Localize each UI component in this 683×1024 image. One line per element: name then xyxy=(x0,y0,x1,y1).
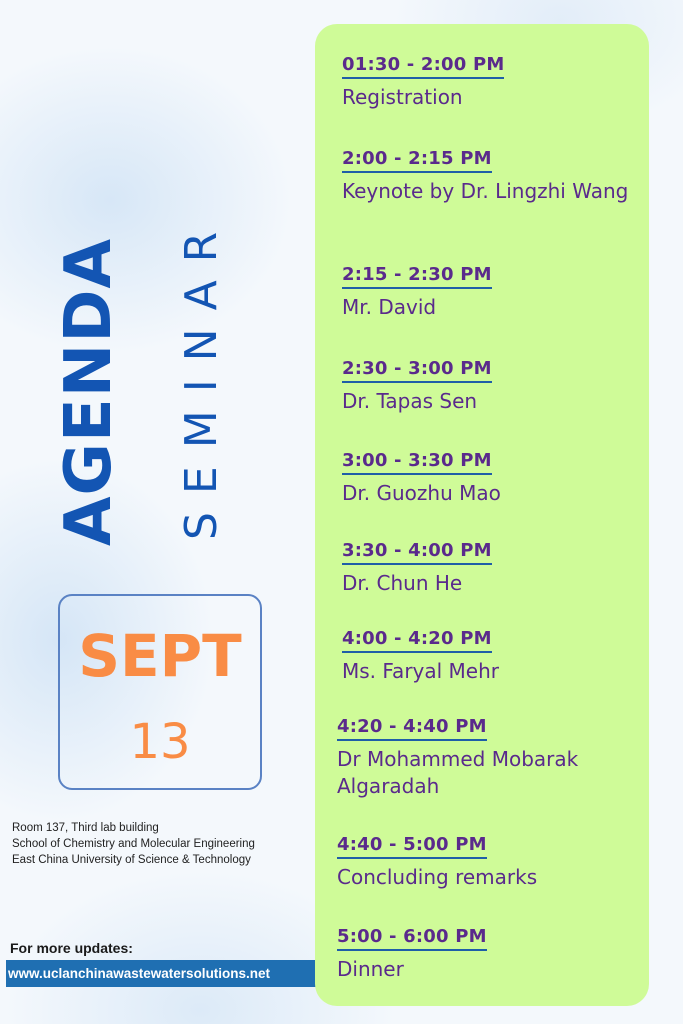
updates-label: For more updates: xyxy=(10,940,133,956)
agenda-time: 3:00 - 3:30 PM xyxy=(342,450,492,475)
agenda-item: Keynote by Dr. Lingzhi Wang xyxy=(342,179,629,203)
agenda-item: Registration xyxy=(342,85,463,109)
agenda-row xyxy=(342,358,639,415)
agenda-time: 4:00 - 4:20 PM xyxy=(342,628,492,653)
agenda-row xyxy=(342,628,639,685)
agenda-panel xyxy=(315,24,649,1006)
agenda-time: 2:15 - 2:30 PM xyxy=(342,264,492,289)
venue-line: Room 137, Third lab building xyxy=(12,822,159,834)
agenda-row xyxy=(342,148,639,205)
agenda-row xyxy=(342,540,639,597)
date-box xyxy=(58,594,262,790)
agenda-row xyxy=(337,716,639,800)
agenda-item: Dr. Chun He xyxy=(342,571,463,595)
agenda-item: Concluding remarks xyxy=(337,865,538,889)
agenda-time: 2:30 - 3:00 PM xyxy=(342,358,492,383)
agenda-item: Dr. Guozhu Mao xyxy=(342,481,501,505)
agenda-item: Mr. David xyxy=(342,295,437,319)
agenda-item: Ms. Faryal Mehr xyxy=(342,659,500,683)
agenda-title: AGENDA xyxy=(52,238,126,546)
website-link[interactable]: www.uclanchinawastewatersolutions.net xyxy=(6,960,326,987)
agenda-time: 01:30 - 2:00 PM xyxy=(342,54,504,79)
date-day: 13 xyxy=(129,714,191,770)
agenda-item: Dinner xyxy=(337,957,404,981)
venue-line: School of Chemistry and Molecular Engineering xyxy=(12,838,255,850)
agenda-time: 5:00 - 6:00 PM xyxy=(337,926,487,951)
agenda-row xyxy=(342,54,639,111)
agenda-item: Dr Mohammed Mobarak Algaradah xyxy=(337,747,579,798)
seminar-subtitle: SEMINAR xyxy=(176,213,227,540)
agenda-time: 3:30 - 4:00 PM xyxy=(342,540,492,565)
venue-line: East China University of Science & Technology xyxy=(12,854,251,866)
venue-address xyxy=(12,820,255,868)
agenda-row xyxy=(342,450,639,507)
agenda-row xyxy=(342,264,639,321)
date-month: SEPT xyxy=(78,622,242,690)
agenda-item: Dr. Tapas Sen xyxy=(342,389,478,413)
agenda-time: 4:40 - 5:00 PM xyxy=(337,834,487,859)
agenda-row xyxy=(337,834,639,891)
agenda-time: 2:00 - 2:15 PM xyxy=(342,148,492,173)
agenda-row xyxy=(337,926,639,983)
agenda-time: 4:20 - 4:40 PM xyxy=(337,716,487,741)
